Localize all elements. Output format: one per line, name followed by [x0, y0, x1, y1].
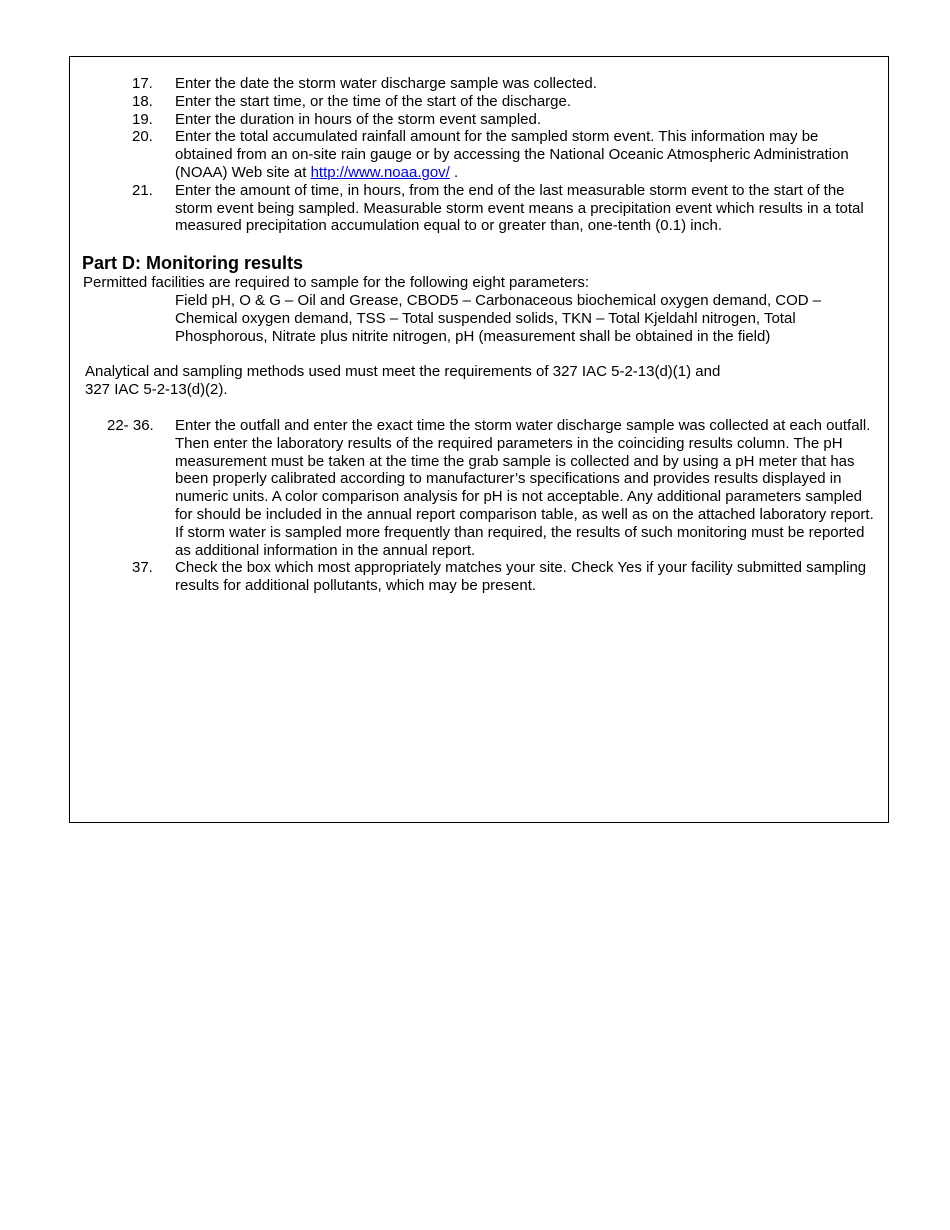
instructions-list-top: [70, 75, 888, 235]
item-text-after-link: .: [449, 163, 459, 181]
list-item: [70, 93, 888, 111]
list-item: [70, 75, 888, 93]
section-intro: Permitted facilities are required to sample for the following eight parameters:: [83, 274, 590, 291]
parameters-list: Field pH, O & G – Oil and Grease, CBOD5 – Carbonaceous biochemical oxygen demand, COD – Chemical oxygen demand, TSS – Total suspended solids, TKN – Total Kjeldahl nitrogen, Total Phosphorous, Nitrate plus nitrite nitrogen, pH (measurement shall be obtained in the field): [175, 292, 822, 345]
item-number: 18.: [132, 92, 153, 110]
item-text: Enter the amount of time, in hours, from the end of the last measurable storm event to the start of the storm event being sampled. Measurable storm event means a precipitation event which results in a total measured precipitation accumulation equal to or greater than, one-tenth (0.1) inch.: [175, 181, 864, 235]
instructions-list-bottom: [70, 417, 888, 595]
item-text: Enter the duration in hours of the storm event sampled.: [175, 110, 542, 128]
item-number: 19.: [132, 110, 153, 128]
item-number: 21.: [132, 181, 153, 199]
list-item: [70, 417, 888, 559]
list-item: [70, 128, 888, 181]
methods-note: [85, 363, 785, 399]
noaa-link[interactable]: http://www.noaa.gov/: [310, 163, 450, 181]
methods-line-2: 327 IAC 5-2-13(d)(2).: [85, 380, 228, 398]
item-number: 20.: [132, 128, 153, 146]
item-text: [175, 128, 888, 181]
section-heading: Part D: Monitoring results: [82, 253, 304, 273]
item-number: 22- 36.: [107, 417, 154, 434]
item-text: Enter the date the storm water discharge sample was collected.: [175, 75, 597, 92]
list-item: [70, 559, 888, 595]
instructions-frame: [69, 56, 889, 823]
item-text: Enter the start time, or the time of the start of the discharge.: [175, 92, 572, 110]
item-text: Check the box which most appropriately matches your site. Check Yes if your facility submitted sampling results for additional pollutants, which may be present.: [175, 559, 867, 595]
list-item: [70, 111, 888, 129]
methods-line-1: Analytical and sampling methods used must meet the requirements of 327 IAC 5-2-13(d)(1) and: [85, 363, 721, 380]
item-text-before-link: Enter the total accumulated rainfall amount for the sampled storm event. This information may be obtained from an on-site rain gauge or by accessing the National Oceanic Atmospheric Administration (NOAA) Web site at: [175, 128, 849, 181]
list-item: [70, 182, 888, 235]
item-number: 37.: [132, 559, 153, 577]
item-number: 17.: [132, 75, 153, 92]
item-text: Enter the outfall and enter the exact time the storm water discharge sample was collected at each outfall. Then enter the laboratory results of the required parameters in the coinciding results column. The pH measurement must be taken at the time the grab sample is collected and by using a pH meter that has been properly calibrated according to manufacturer’s specifications and provides results displayed in numeric units. A color comparison analysis for pH is not acceptable. Any additional parameters sampled for should be included in the annual report comparison table, as well as on the attached laboratory report. If storm water is sampled more frequently than required, the results of such monitoring must be reported as additional information in the annual report.: [175, 417, 874, 559]
